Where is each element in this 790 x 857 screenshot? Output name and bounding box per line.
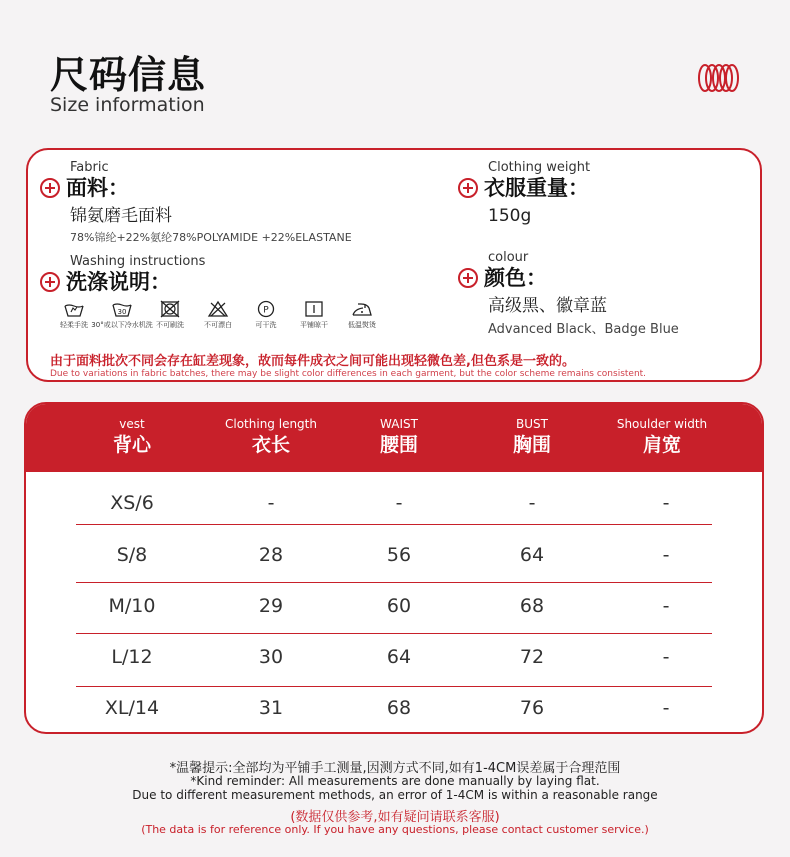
- dry-flat-icon: [303, 300, 325, 318]
- color-difference-note-cn: 由于面料批次不同会存在缸差现象，故而每件成衣之间可能出现轻微色差,但色系是一致的。: [50, 354, 575, 369]
- colour-value-en: Advanced Black、Badge Blue: [488, 322, 679, 337]
- dry-clean-p-icon: [255, 300, 277, 318]
- weight-label-en: Clothing weight: [488, 160, 591, 175]
- page-title: 尺码信息: [50, 53, 207, 97]
- colour-label-en: colour: [488, 250, 529, 265]
- colour-label-cn: 颜色：: [484, 266, 547, 290]
- plus-circle-icon: [458, 268, 478, 288]
- svg-text:P: P: [263, 305, 269, 316]
- care-hand-wash: 轻柔手洗: [54, 300, 94, 330]
- care-dry-flat: 平铺晾干: [294, 300, 334, 330]
- plus-circle-icon: [40, 272, 60, 292]
- care-no-bleach: 不可漂白: [198, 300, 238, 330]
- washing-section: [66, 254, 206, 295]
- fabric-label-cn: 面料：: [66, 176, 129, 200]
- footer-note-cn: *温馨提示:全部均为平铺手工测量,因测方式不同,如有1-4CM误差属于合理范围: [169, 761, 621, 776]
- plus-circle-icon: [40, 178, 60, 198]
- footer-reference-cn: (数据仅供参考,如有疑问请联系客服): [290, 810, 500, 825]
- weight-label-cn: 衣服重量：: [484, 176, 589, 200]
- washing-label-cn: 洗涤说明：: [66, 270, 171, 294]
- care-low-iron: 低温熨烫: [342, 300, 382, 330]
- table-row: M/10 29 60 68 -: [108, 595, 670, 617]
- color-difference-note-en: Due to variations in fabric batches, there may be slight color differences in each garment, but the color scheme remains consistent.: [50, 369, 647, 379]
- size-table: [24, 402, 764, 734]
- row-divider: [76, 524, 712, 525]
- footer-reference-en: (The data is for reference only. If you have any questions, please contact customer service.): [141, 823, 649, 836]
- hand-wash-icon: [63, 300, 85, 318]
- rings-decoration-icon: [696, 62, 740, 94]
- product-info-panel: [26, 148, 762, 382]
- column-header-length: Clothing length 衣长: [225, 417, 317, 456]
- footer-note-en-1: *Kind reminder: All measurements are done manually by laying flat.: [190, 774, 600, 788]
- colour-section: [484, 250, 679, 337]
- column-header-waist: WAIST 腰围: [379, 417, 419, 456]
- column-header-shoulder: Shoulder width 肩宽: [616, 417, 708, 456]
- washing-label-en: Washing instructions: [70, 254, 206, 269]
- page-subtitle: Size information: [50, 94, 205, 116]
- fabric-label-en: Fabric: [70, 160, 109, 175]
- colour-value-cn: 高级黑、徽章蓝: [488, 296, 607, 316]
- weight-value: 150g: [488, 206, 532, 226]
- no-bleach-icon: [207, 300, 229, 318]
- care-wash-30: 30 30°或以下冷水机洗: [102, 300, 142, 330]
- size-table-header: [26, 404, 762, 472]
- plus-circle-icon: [458, 178, 478, 198]
- column-header-bust: BUST 胸围: [512, 417, 552, 456]
- fabric-value: 锦氨磨毛面料: [70, 206, 172, 226]
- fabric-section: [66, 160, 352, 245]
- weight-section: [484, 160, 591, 227]
- low-iron-icon: [351, 300, 373, 318]
- table-row: XS/6 - - - -: [110, 492, 670, 514]
- fabric-composition: 78%锦纶+22%氨纶78%POLYAMIDE +22%ELASTANE: [70, 231, 352, 244]
- svg-text:30: 30: [117, 308, 127, 316]
- column-header-vest: vest 背心: [112, 417, 152, 456]
- no-tumble-dry-icon: [159, 300, 181, 318]
- table-row: XL/14 31 68 76 -: [104, 697, 670, 719]
- care-dry-clean: P 可干洗: [246, 300, 286, 330]
- table-row: L/12 30 64 72 -: [111, 646, 670, 668]
- care-no-tumble: 不可刷洗: [150, 300, 190, 330]
- wash-30-icon: [111, 300, 133, 318]
- care-icons-row: [54, 300, 382, 330]
- footer-note-en-2: Due to different measurement methods, an error of 1-4CM is within a reasonable range: [132, 788, 658, 802]
- table-row: S/8 28 56 64 -: [116, 544, 670, 566]
